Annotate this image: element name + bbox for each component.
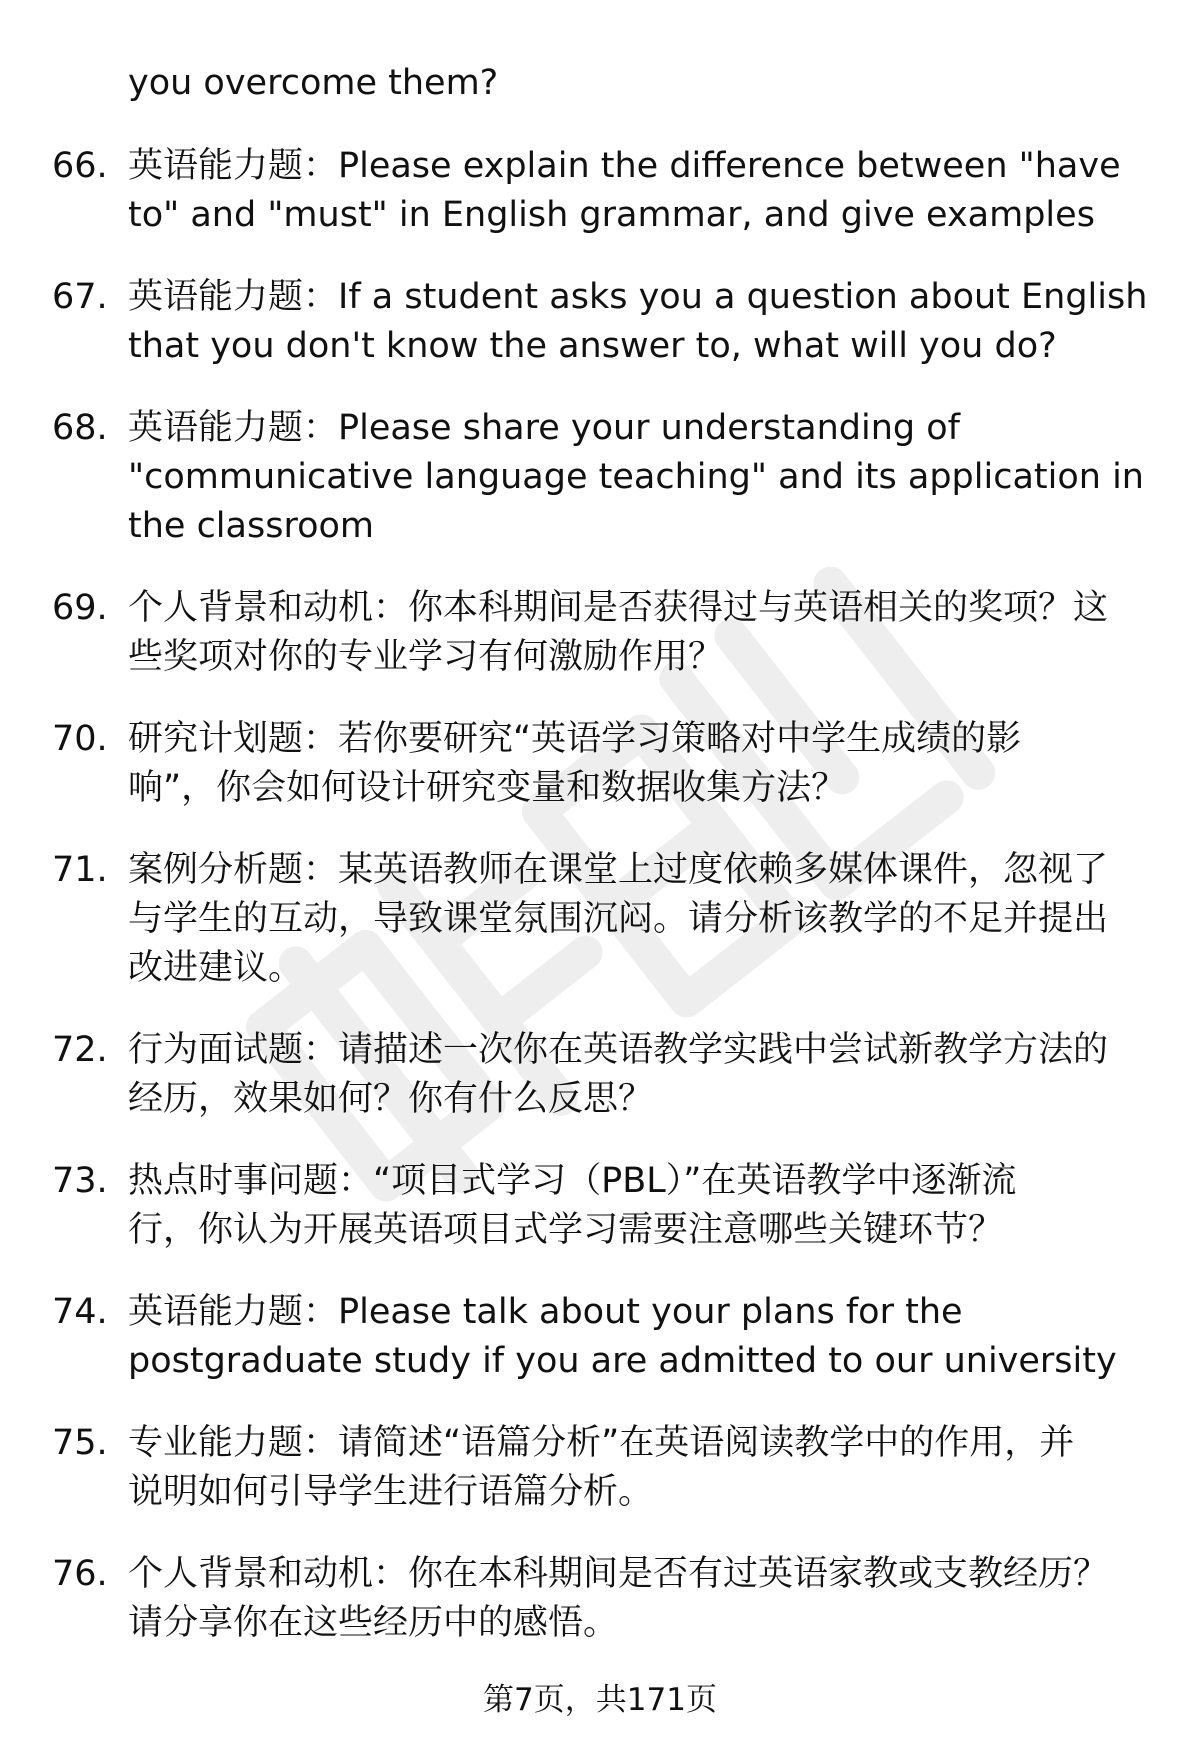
question-text-line: 英语能力题：If a student asks you a question about English: [128, 277, 1148, 317]
question-text: [128, 404, 1144, 551]
question-number: 71.: [52, 850, 108, 890]
question-item: [0, 846, 1200, 993]
question-text-line: 英语能力题：Please share your understanding of: [128, 408, 960, 448]
page-footer: 第7页，共171页: [483, 1682, 717, 1718]
question-text-line: "communicative language teaching" and its application in: [128, 457, 1144, 497]
question-number: 72.: [52, 1030, 108, 1070]
question-text-line: postgraduate study if you are admitted to our university: [128, 1341, 1117, 1381]
question-number: 66.: [52, 146, 108, 186]
question-text-line: 与学生的互动，导致课堂氛围沉闷。请分析该教学的不足并提出: [128, 899, 1109, 939]
question-number: 69.: [52, 588, 108, 628]
question-number: 75.: [52, 1423, 108, 1463]
question-text-line: 经历，效果如何？你有什么反思？: [128, 1079, 654, 1119]
question-number: 68.: [52, 408, 108, 448]
question-item: [0, 273, 1200, 371]
question-text: [128, 715, 1138, 813]
question-text-line: 个人背景和动机：你本科期间是否获得过与英语相关的奖项？这: [128, 588, 1109, 628]
question-text-line: 些奖项对你的专业学习有何激励作用？: [128, 637, 724, 677]
question-text: [128, 584, 1138, 682]
question-text-line: 热点时事问题：“项目式学习（PBL）”在英语教学中逐渐流: [128, 1161, 1017, 1201]
question-text-line: the classroom: [128, 506, 374, 546]
question-item: [0, 142, 1200, 240]
question-number: 76.: [52, 1554, 108, 1594]
question-text-line: 专业能力题：请简述“语篇分析”在英语阅读教学中的作用，并: [128, 1423, 1075, 1463]
question-text-line: 响”，你会如何设计研究变量和数据收集方法？: [128, 768, 847, 808]
question-text: [128, 1550, 1138, 1648]
question-text: [128, 1419, 1138, 1517]
question-text: [128, 273, 1148, 371]
question-number: 70.: [52, 719, 108, 759]
question-text-line: 研究计划题：若你要研究“英语学习策略对中学生成绩的影: [128, 719, 1022, 759]
question-text-line: 案例分析题：某英语教师在课堂上过度依赖多媒体课件，忽视了: [128, 850, 1109, 890]
question-text: [128, 142, 1138, 240]
question-item: [0, 1419, 1200, 1517]
question-item: [0, 584, 1200, 682]
question-text-line: 说明如何引导学生进行语篇分析。: [128, 1472, 654, 1512]
question-item: [0, 1026, 1200, 1124]
question-text-line: to" and "must" in English grammar, and give examples: [128, 195, 1095, 235]
question-text-line: 英语能力题：Please talk about your plans for the: [128, 1292, 963, 1332]
question-text: [128, 1026, 1138, 1124]
question-number: 74.: [52, 1292, 108, 1332]
question-text-line: 请分享你在这些经历中的感悟。: [128, 1603, 619, 1643]
question-item: [0, 1288, 1200, 1386]
question-text: [128, 846, 1138, 993]
question-item: [0, 1157, 1200, 1255]
question-text-line: that you don't know the answer to, what will you do?: [128, 326, 1057, 366]
question-text: [128, 1288, 1138, 1386]
question-text-line: 英语能力题：Please explain the difference between "have: [128, 146, 1121, 186]
question-text-line: 改进建议。: [128, 948, 304, 988]
question-item: [0, 404, 1200, 551]
question-text: [128, 1157, 1138, 1255]
question-number: 67.: [52, 277, 108, 317]
question-text-line: 行，你认为开展英语项目式学习需要注意哪些关键环节？: [128, 1210, 1004, 1250]
question-text-line: 个人背景和动机：你在本科期间是否有过英语家教或支教经历？: [128, 1554, 1109, 1594]
question-text-line: 行为面试题：请描述一次你在英语教学实践中尝试新教学方法的: [128, 1030, 1109, 1070]
question-list: [0, 142, 1200, 1681]
question-number: 73.: [52, 1161, 108, 1201]
continuation-text: you overcome them?: [128, 63, 499, 103]
question-item: [0, 1550, 1200, 1648]
question-item: [0, 715, 1200, 813]
